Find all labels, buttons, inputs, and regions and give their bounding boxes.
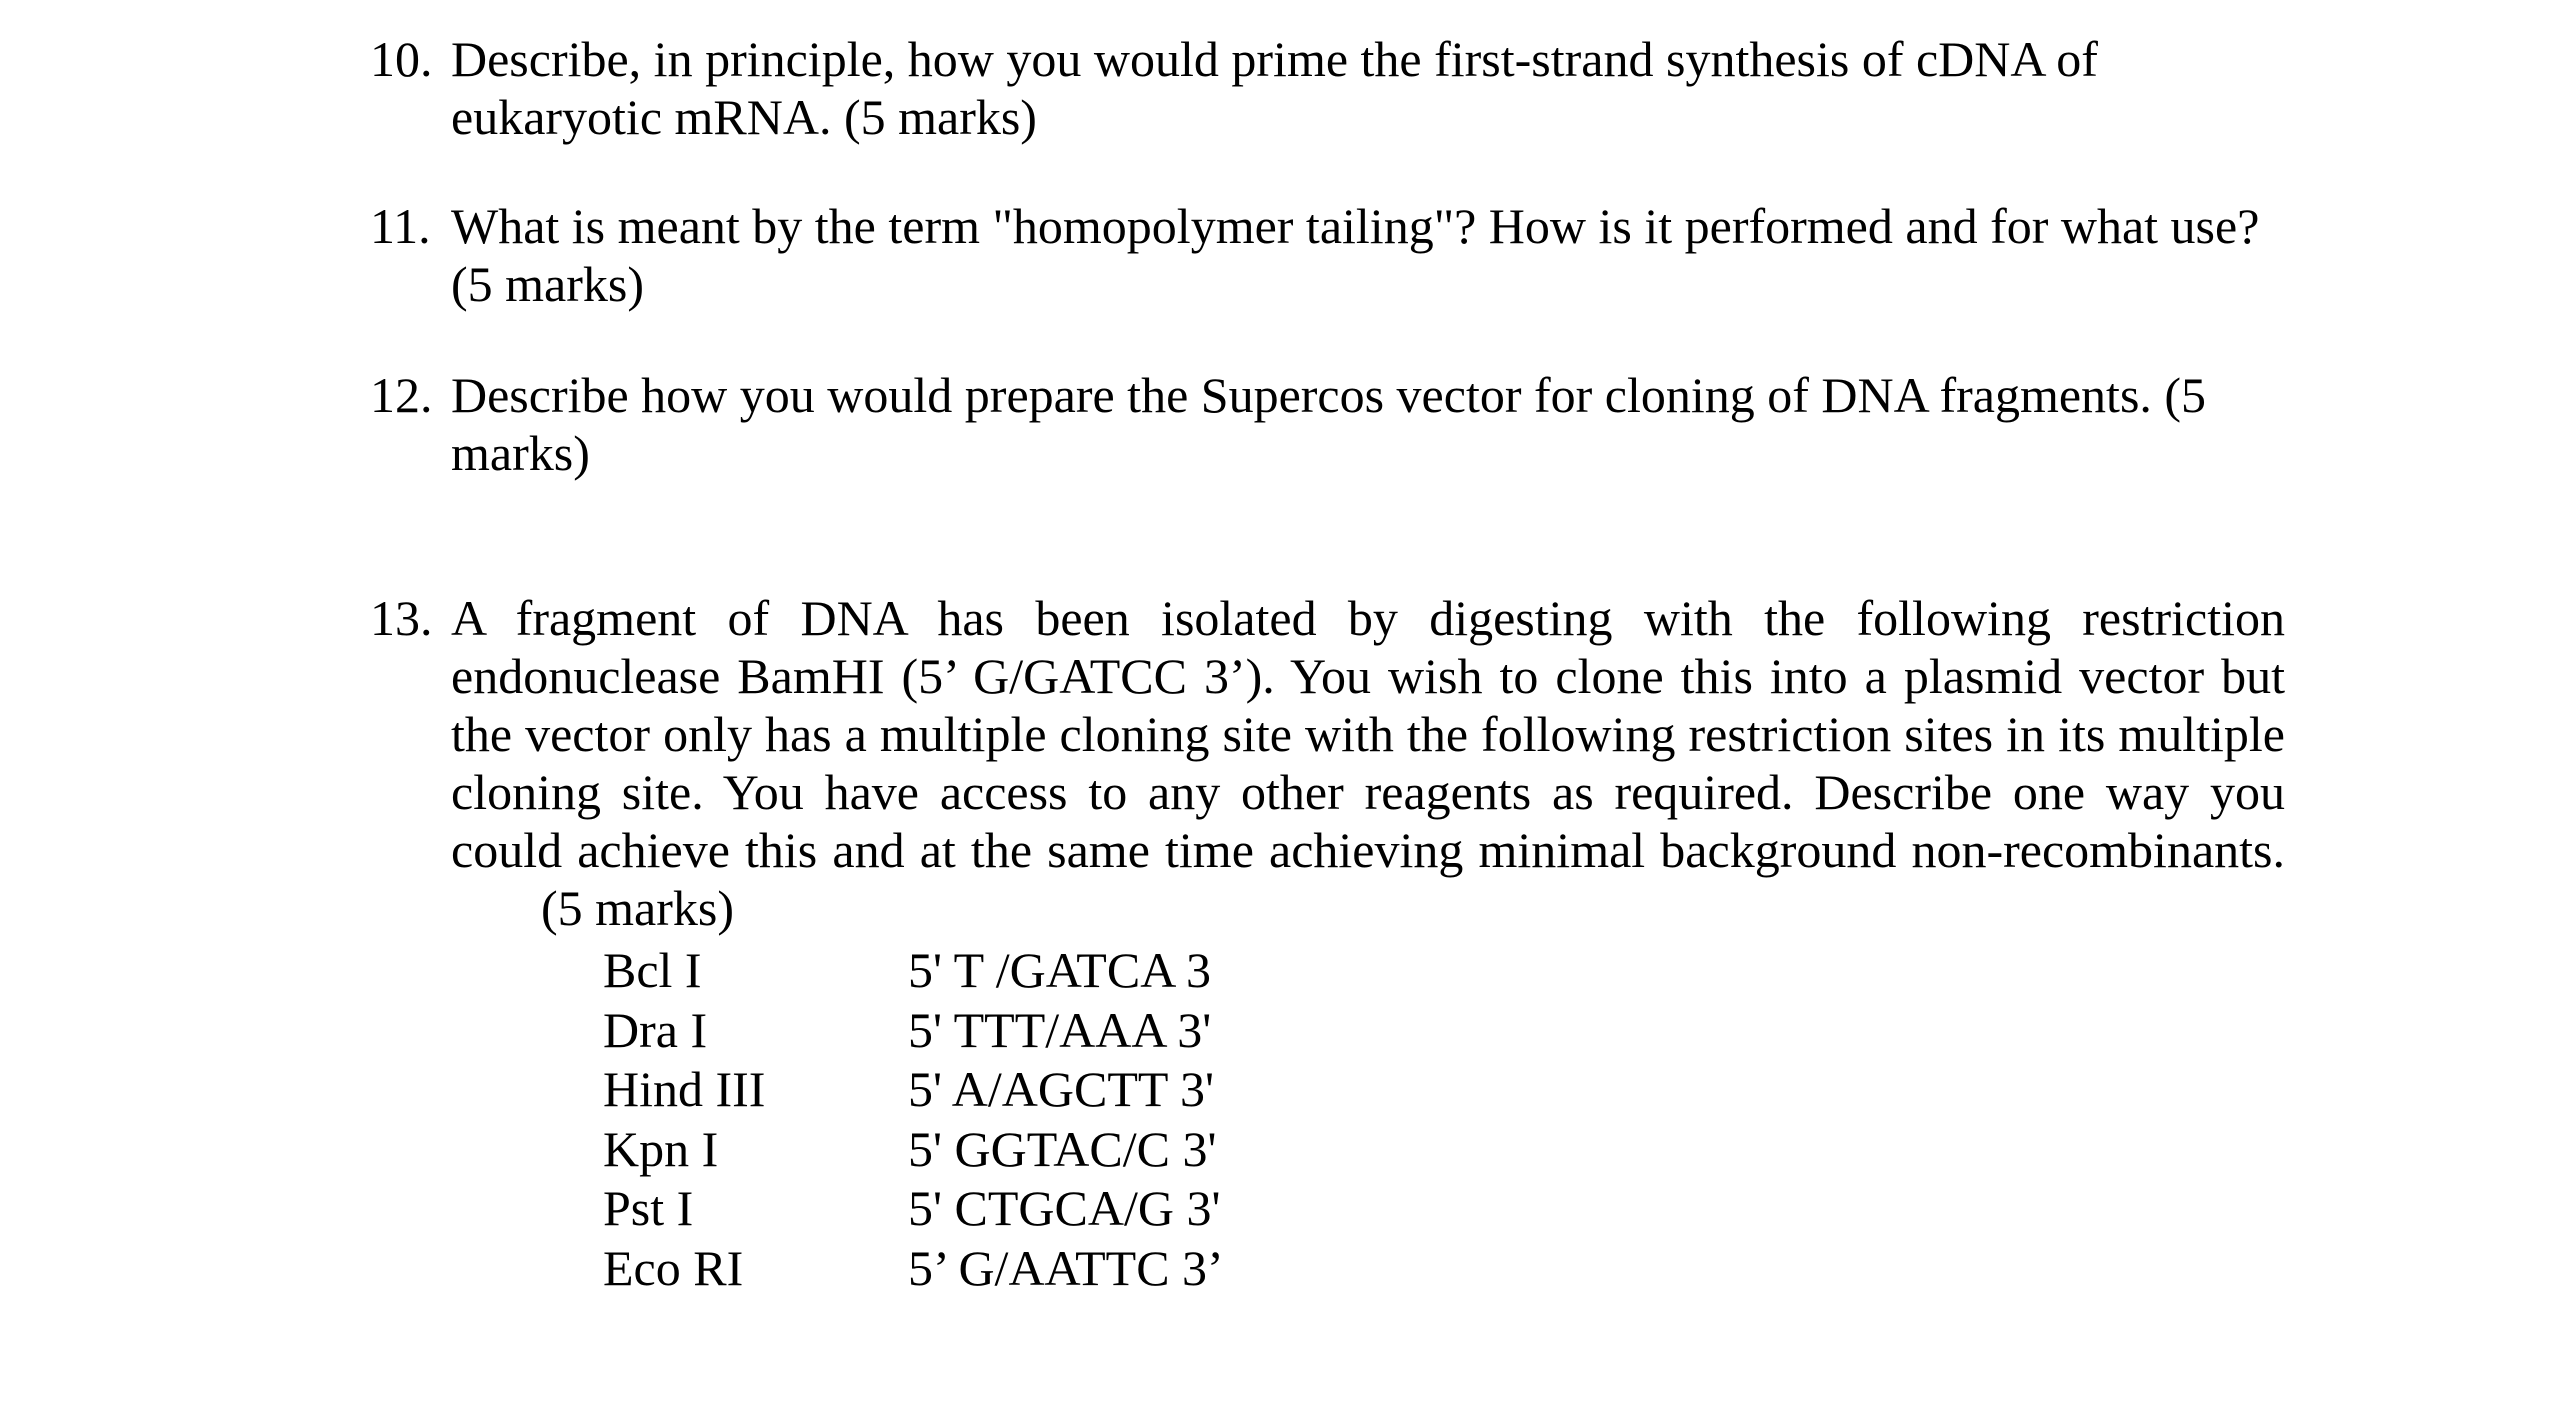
- table-row: [603, 941, 1224, 1001]
- question-number: 11.: [370, 198, 431, 254]
- recognition-site: 5' GGTAC/C 3': [908, 1120, 1217, 1177]
- enzyme-name: Hind III: [603, 1061, 766, 1117]
- question-11: [370, 197, 2285, 313]
- question-number: 13.: [370, 590, 433, 646]
- enzyme-name: Eco RI: [603, 1239, 744, 1296]
- restriction-site-table: [603, 941, 1224, 1298]
- recognition-site: 5’ G/AATTC 3’: [908, 1239, 1224, 1296]
- recognition-site: 5' A/AGCTT 3': [908, 1061, 1215, 1117]
- recognition-site: 5' CTGCA/G 3': [908, 1180, 1221, 1236]
- table-row: [603, 1179, 1224, 1239]
- question-number: 12.: [370, 367, 433, 423]
- question-number: 10.: [370, 31, 433, 87]
- table-row: [603, 1001, 1224, 1061]
- question-text: Describe how you would prepare the Supercos vector for cloning of DNA fragments. (5 marks): [451, 367, 2207, 481]
- question-text: A fragment of DNA has been isolated by digesting with the following restriction endonuclease BamHI (5’ G/GATCC 3’). You wish to clone this into a plasmid vector but the vector only has a multiple cloning site with the following restriction sites in its multiple cloning site. You have access to any other reagents as required. Describe one way you could achieve this and at the same time achieving minimal background non-recombinants.: [451, 590, 2285, 878]
- enzyme-name: Bcl I: [603, 942, 702, 998]
- question-text-block: [451, 589, 2285, 937]
- question-12: [370, 366, 2285, 482]
- enzyme-name: Pst I: [603, 1180, 694, 1236]
- table-row: [603, 1120, 1224, 1180]
- question-text: What is meant by the term "homopolymer tailing"? How is it performed and for what use? (5 marks): [451, 198, 2260, 312]
- enzyme-name: Dra I: [603, 1001, 708, 1058]
- question-marks: (5 marks): [541, 880, 734, 936]
- table-row: [603, 1060, 1224, 1120]
- question-text: Describe, in principle, how you would prime the first-strand synthesis of cDNA of eukaryotic mRNA. (5 marks): [451, 31, 2098, 145]
- enzyme-name: Kpn I: [603, 1120, 719, 1177]
- question-13: [370, 589, 2285, 937]
- question-10: [370, 30, 2285, 146]
- recognition-site: 5' T /GATCA 3: [908, 942, 1212, 998]
- table-row: [603, 1239, 1224, 1299]
- recognition-site: 5' TTT/AAA 3': [908, 1001, 1212, 1058]
